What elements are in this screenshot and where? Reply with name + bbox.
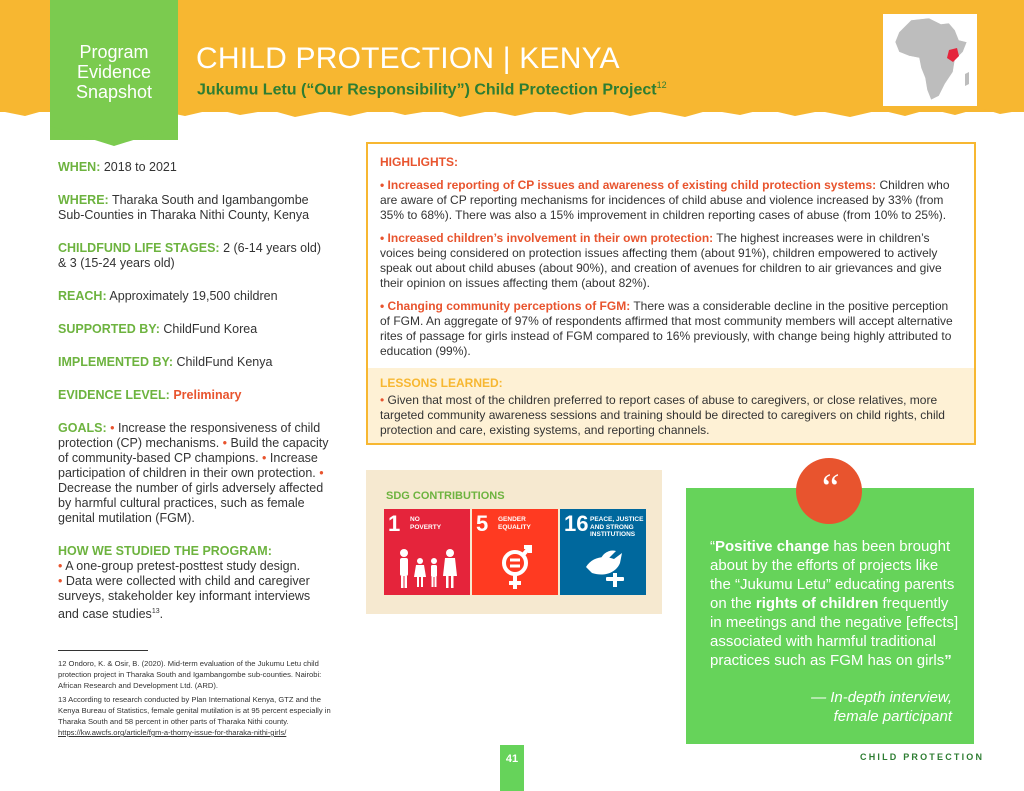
sdg-heading: SDG CONTRIBUTIONS — [386, 490, 505, 502]
peace-dove-icon — [570, 543, 636, 591]
footnote-13-link[interactable]: https://kw.awcfs.org/article/fgm-a-thorny-issue-for-tharaka-nithi-girls/ — [58, 728, 287, 737]
badge-point — [50, 120, 178, 146]
highlight-item: • Increased reporting of CP issues and awareness of existing child protection systems: Children who are aware of CP reporting mechanisms for incidences of child abuse and violence increased by 33% (from 35% to 68%). There was also a 15% improvement in children reporting cases of abuse (from 10% to 25%). — [380, 178, 950, 222]
highlights-heading: HIGHLIGHTS: — [380, 155, 458, 169]
detail-implemented-by: IMPLEMENTED BY: ChildFund Kenya — [58, 355, 273, 369]
sdg-tile-5: 5 GENDER EQUALITY — [472, 509, 558, 595]
footer-section-label: CHILD PROTECTION — [860, 752, 985, 762]
quote-mark-icon: “ — [817, 465, 841, 510]
footnote-rule — [58, 650, 148, 651]
quote-text: “Positive change has been brought about by the efforts of projects like the “Jukumu Letu” educating parents on the rights of children frequently in meetings and the negative [effects] associated with harmful traditional practices such as FGM has on girls” — [710, 538, 959, 669]
detail-when: WHEN: 2018 to 2021 — [58, 160, 177, 174]
detail-where: WHERE: Tharaka South and Igambangombe Sub-Counties in Tharaka Nithi County, Kenya — [58, 193, 310, 222]
detail-supported-by: SUPPORTED BY: ChildFund Korea — [58, 322, 258, 336]
africa-map — [883, 14, 977, 106]
page-number: 41 — [505, 753, 519, 765]
gender-equality-icon — [482, 543, 548, 591]
africa-map-icon — [883, 14, 977, 106]
detail-evidence-level: EVIDENCE LEVEL: Preliminary — [58, 388, 242, 402]
program-details — [58, 160, 330, 640]
footnotes — [58, 658, 338, 741]
page-tab — [500, 745, 524, 791]
lessons-heading: LESSONS LEARNED: — [380, 376, 503, 390]
sdg-tile-1: 1 NO POVERTY — [384, 509, 470, 595]
quote-attribution: — In-depth interview, female participant — [811, 689, 952, 725]
lessons-text: • Given that most of the children preferred to report cases of abuse to caregivers, or close relatives, more targeted community awareness sessions and training should be directed to caregivers on child rights, child protection and care, existing systems, and reporting channels. — [380, 393, 945, 437]
page-subtitle: Jukumu Letu (“Our Responsibility”) Child Protection Project$^{12}$ — [197, 80, 667, 99]
detail-reach: REACH: Approximately 19,500 children — [58, 289, 278, 303]
highlight-item: • Increased children’s involvement in their own protection: The highest increases were in children’s voices being considered on protection issues affecting them (about 91%), children empowered to actively speak out about child abuses (about 90%), and creation of avenues for children to air grievances and give their opinion on issues affecting them (about 82%). — [380, 231, 942, 290]
badge-label: Program Evidence Snapshot — [75, 42, 153, 102]
highlights-section — [380, 155, 960, 367]
highlight-item: • Changing community perceptions of FGM: There was a considerable decline in the positive perception of FGM. An aggregate of 97% of respondents affirmed that most community members will accept alternative rites of passage for girls instead of FGM compared to 16% previously, with change being highly attributed to education (99%). — [380, 299, 953, 358]
family-icon — [394, 543, 460, 591]
lessons-section — [380, 376, 960, 438]
detail-goals: GOALS: • Increase the responsiveness of child protection (CP) mechanisms. • Build the capacity of community-based CP champions. • Increase participation of children in their own protection. • Decrease the number of girls adversely affected by harmful cultural practices, such as female genital mutilation (FGM). — [58, 421, 329, 525]
footnote-13: 13 According to research conducted by Plan International Kenya, GTZ and the Kenya Bureau of Statistics, female genital mutilation is at 95 percent especially in Tharaka South and 58 percent in other parts of Tharaka Nithi county. https://kw.awcfs.org/article/fgm-a-thorny-issue-for-tharaka-nithi-girls/ — [58, 695, 331, 737]
page-title: CHILD PROTECTION | KENYA — [196, 42, 620, 75]
detail-how-studied: HOW WE STUDIED THE PROGRAM: • A one-group pretest-posttest study design. • Data were collected with child and caregiver surveys, stakeholder key informant interviews and case studies$^{13}$. — [58, 544, 311, 622]
sdg-tile-16: 16 PEACE, JUSTICE AND STRONG INSTITUTIONS — [560, 509, 646, 595]
footnote-12: 12 Ondoro, K. & Osir, B. (2020). Mid-term evaluation of the Jukumu Letu child protection project in Tharaka South and Igambangombe sub-counties. Nairobi: African Research and Development Ltd. (ARD). — [58, 659, 322, 690]
detail-life-stages: CHILDFUND LIFE STAGES: 2 (6-14 years old) & 3 (15-24 years old) — [58, 241, 322, 270]
